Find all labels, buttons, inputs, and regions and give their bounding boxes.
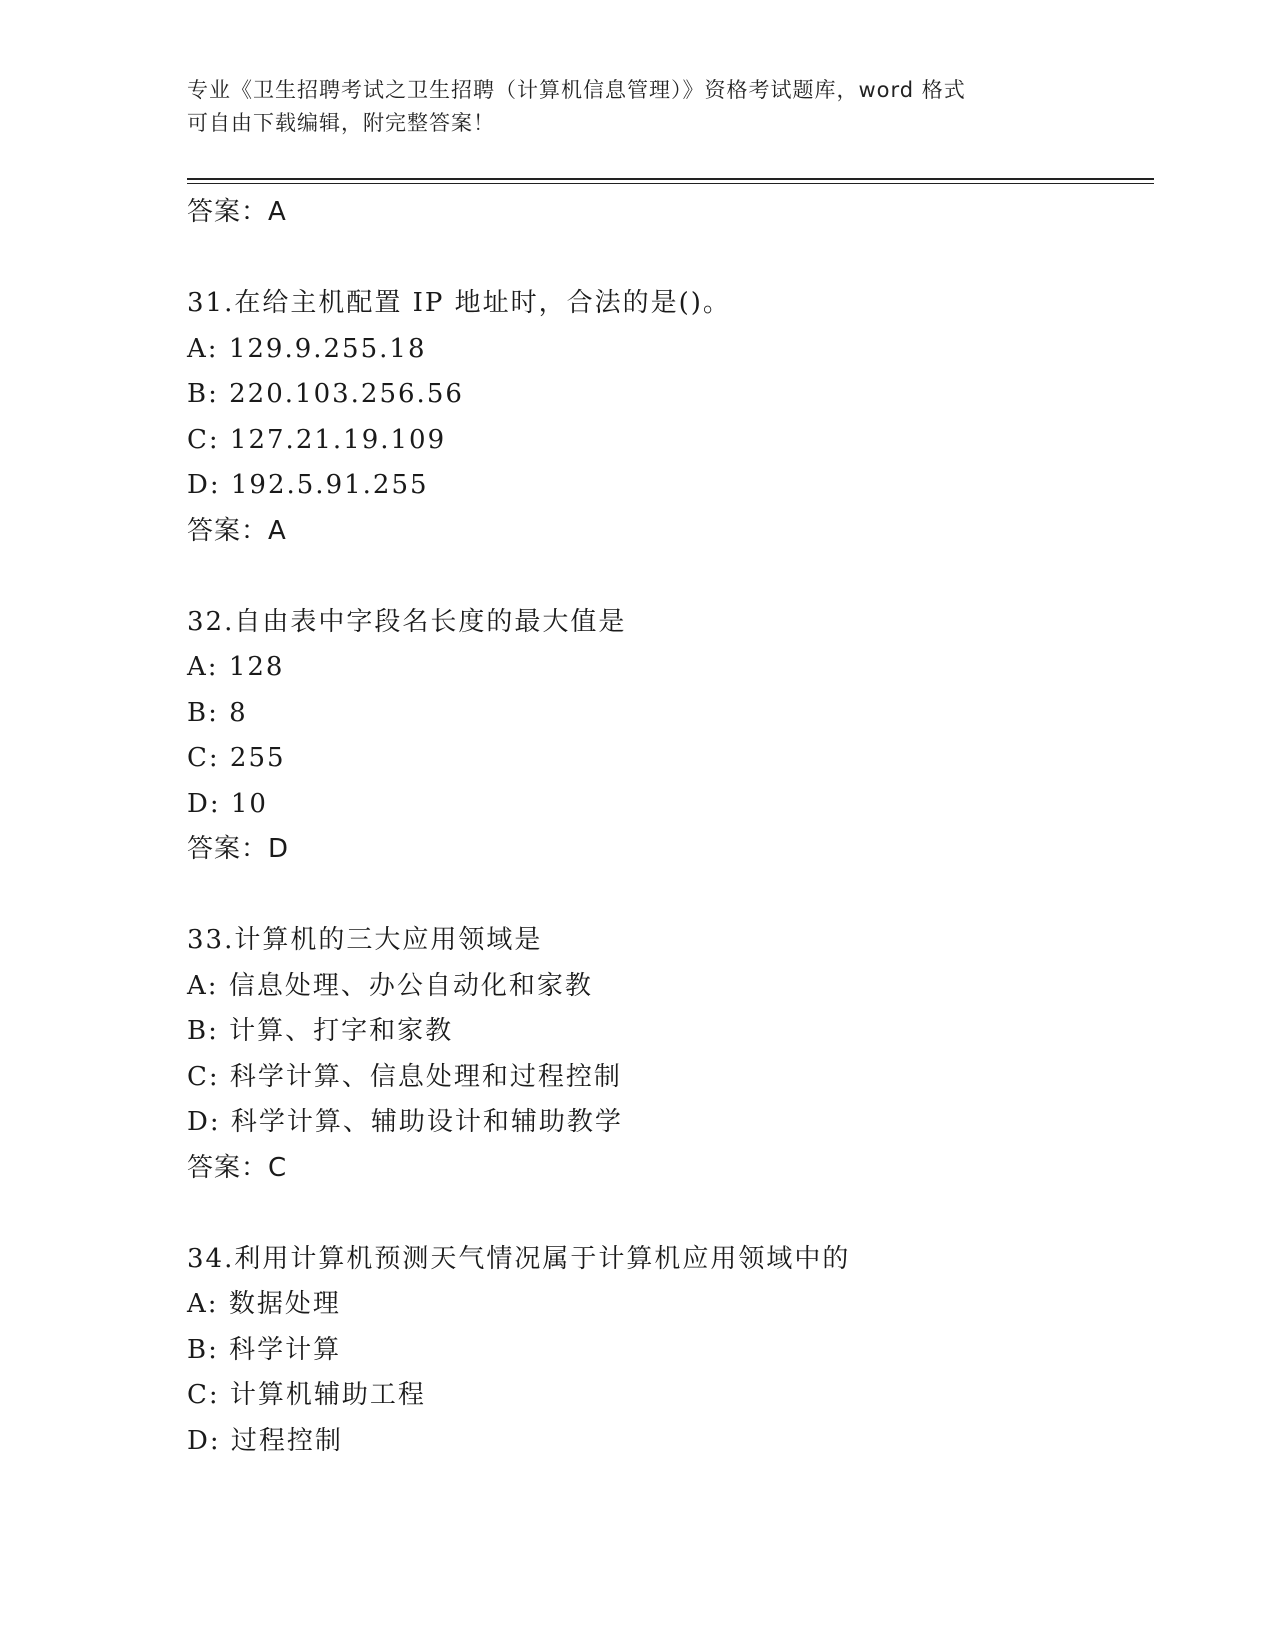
option-key: C: <box>187 424 220 455</box>
answer-line: 答案：C <box>187 1152 288 1183</box>
answer-line: 答案：D <box>187 834 290 864</box>
option-d <box>187 463 1154 509</box>
spacer <box>187 236 1154 282</box>
header-divider-thin <box>187 183 1154 184</box>
option-key: A: <box>187 970 219 1001</box>
option-text: 科学计算、辅助设计和辅助教学 <box>230 1107 623 1137</box>
option-c <box>187 1373 1154 1419</box>
option-key: B: <box>187 1334 219 1365</box>
option-c <box>187 736 1154 782</box>
header-line-2: 可自由下载编辑，附完整答案！ <box>187 111 495 135</box>
option-d <box>187 1419 1154 1465</box>
option-c <box>187 1055 1154 1101</box>
option-b <box>187 691 1154 737</box>
option-key: D: <box>187 1107 221 1137</box>
option-key: C: <box>187 1380 220 1410</box>
option-text: 128 <box>228 652 285 682</box>
option-b <box>187 1328 1154 1374</box>
answer-line: 答案：A <box>187 197 287 227</box>
question-stem: 34.利用计算机预测天气情况属于计算机应用领域中的 <box>187 1243 851 1274</box>
option-key: D: <box>187 788 221 819</box>
question-block <box>187 1237 1154 1465</box>
header-line-1: 专业《卫生招聘考试之卫生招聘（计算机信息管理）》资格考试题库，word 格式 <box>187 78 966 102</box>
option-a <box>187 964 1154 1010</box>
option-a <box>187 327 1154 373</box>
option-text: 129.9.255.18 <box>228 333 427 364</box>
option-text: 255 <box>229 743 286 773</box>
option-a <box>187 1282 1154 1328</box>
option-key: C: <box>187 1061 220 1092</box>
option-text: 过程控制 <box>230 1425 343 1456</box>
option-text: 192.5.91.255 <box>230 470 429 500</box>
option-text: 数据处理 <box>228 1289 341 1319</box>
option-key: A: <box>187 1289 219 1319</box>
question-block <box>187 918 1154 1191</box>
option-text: 计算机辅助工程 <box>229 1380 426 1410</box>
option-text: 信息处理、办公自动化和家教 <box>228 970 593 1001</box>
spacer <box>187 554 1154 600</box>
option-a <box>187 645 1154 691</box>
option-b <box>187 372 1154 418</box>
spacer <box>187 873 1154 919</box>
question-stem: 32.自由表中字段名长度的最大值是 <box>187 606 627 637</box>
option-key: B: <box>187 379 219 409</box>
option-key: C: <box>187 743 220 773</box>
option-key: A: <box>187 652 219 682</box>
question-stem: 31.在给主机配置 IP 地址时，合法的是()。 <box>187 288 731 318</box>
option-text: 科学计算 <box>229 1334 342 1365</box>
question-list <box>187 190 1154 1464</box>
option-b <box>187 1009 1154 1055</box>
question-block <box>187 281 1154 554</box>
option-text: 220.103.256.56 <box>229 379 464 409</box>
option-d <box>187 1100 1154 1146</box>
answer-line: 答案：A <box>187 515 287 546</box>
option-text: 10 <box>230 788 268 819</box>
option-key: B: <box>187 1016 219 1046</box>
question-stem: 33.计算机的三大应用领域是 <box>187 925 543 955</box>
option-text: 127.21.19.109 <box>229 424 447 455</box>
option-key: B: <box>187 697 219 728</box>
option-key: D: <box>187 1425 221 1456</box>
option-key: D: <box>187 470 221 500</box>
option-text: 科学计算、信息处理和过程控制 <box>229 1061 622 1092</box>
document-header <box>187 74 1067 140</box>
question-block <box>187 600 1154 873</box>
option-d <box>187 782 1154 828</box>
spacer <box>187 1191 1154 1237</box>
header-divider-thick <box>187 178 1154 180</box>
option-text: 计算、打字和家教 <box>229 1016 454 1046</box>
option-key: A: <box>187 333 219 364</box>
option-text: 8 <box>229 697 248 728</box>
option-c <box>187 418 1154 464</box>
